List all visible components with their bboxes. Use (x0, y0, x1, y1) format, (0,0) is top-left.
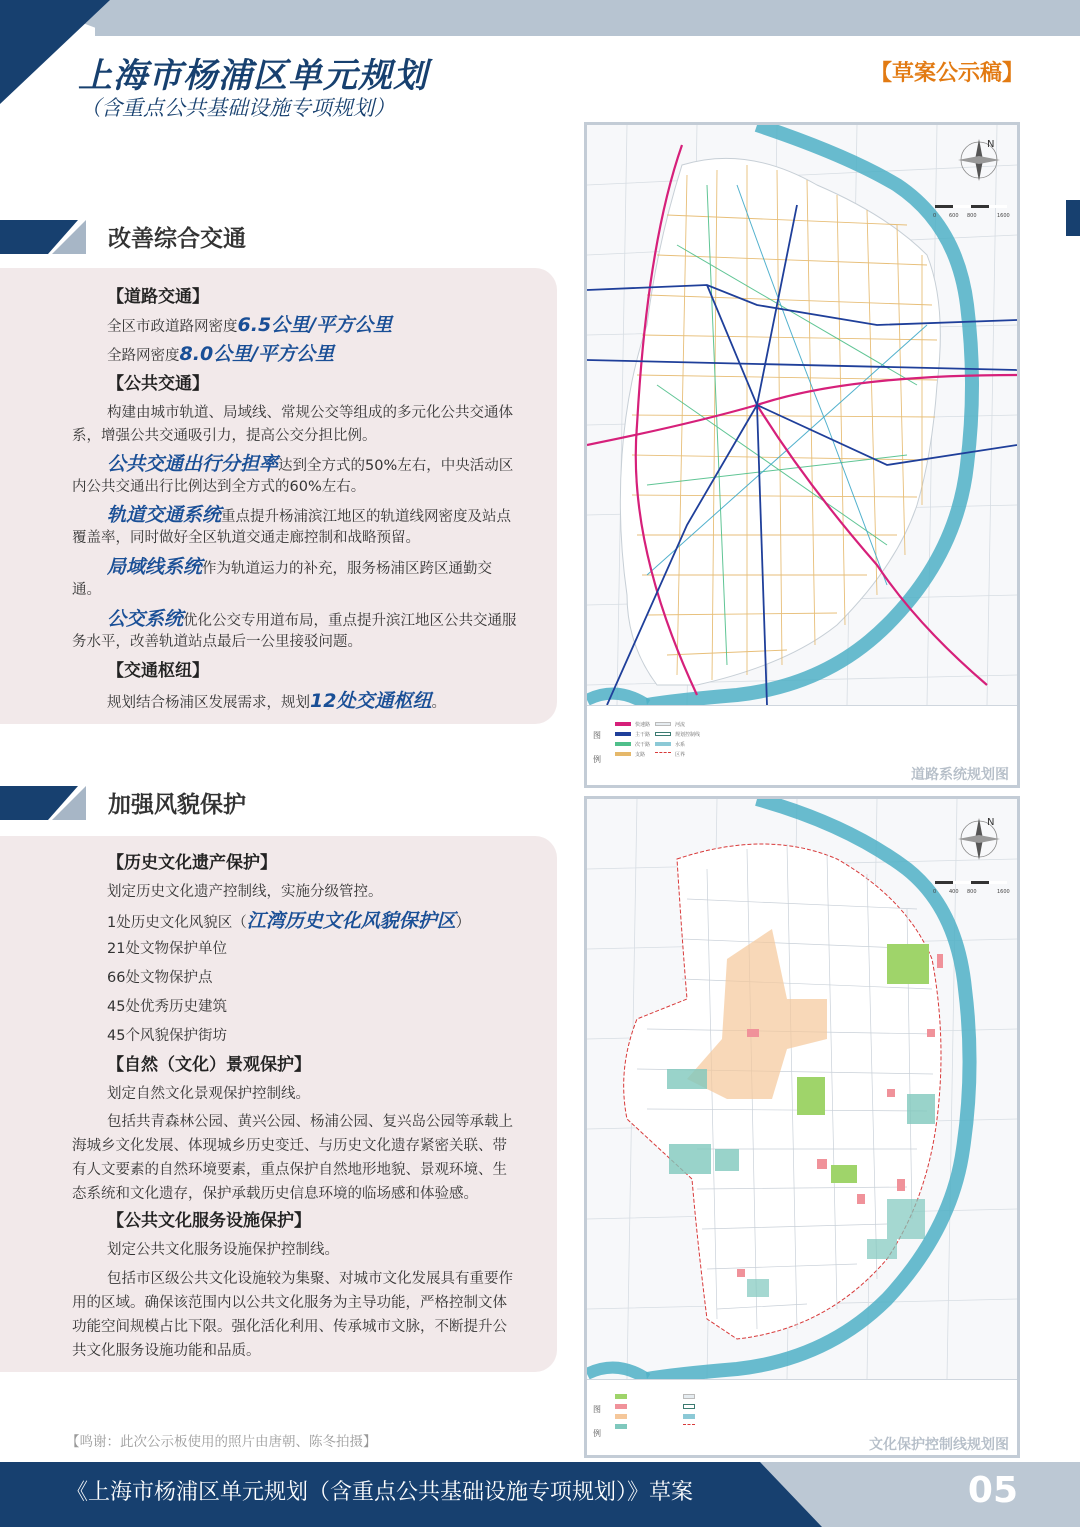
paragraph-line: 构建由城市轨道、局域线、常规公交等组成的多元化公共交通体 (107, 405, 513, 421)
paragraph-line: 21处文物保护单位 (107, 941, 227, 957)
transport-panel (0, 268, 557, 724)
north-label: N (987, 817, 995, 828)
paragraph-line: 划定公共文化服务设施保护控制线。 (107, 1242, 339, 1258)
landscape-subheading: 【自然（文化）景观保护】 (107, 1055, 311, 1075)
paragraph-line: 务水平，改善轨道站点最后一公里接驳问题。 (72, 634, 362, 650)
section-heading-heritage (0, 782, 560, 834)
paragraph-line: 45处优秀历史建筑 (107, 999, 227, 1015)
svg-text:1600: 1600 (997, 213, 1010, 219)
heritage-panel (0, 836, 557, 1372)
section-title: 改善综合交通 (108, 226, 246, 252)
svg-text:800: 800 (967, 213, 977, 219)
public-culture-subheading: 【公共文化服务设施保护】 (107, 1211, 311, 1231)
paragraph-line: 通。 (72, 582, 101, 598)
network-density-line: 全路网密度8.0公里/平方公里 (107, 343, 335, 365)
paragraph-line: 轨道交通系统重点提升杨浦滨江地区的轨道线网密度及站点 (107, 504, 512, 526)
svg-text:800: 800 (967, 889, 977, 895)
network-density-value: 8.0公里/平方公里 (179, 343, 335, 365)
section-marker (0, 220, 48, 254)
paragraph-line: 公共交通出行分担率达到全方式的50%左右，中央活动区 (107, 453, 514, 475)
road-subheading: 【道路交通】 (107, 287, 209, 307)
road-map-title: 道路系统规划图 (911, 767, 1009, 783)
paragraph-line: 划定自然文化景观保护控制线。 (107, 1086, 310, 1102)
road-map-legend: 图 例 快速路 主干路 次干路 支路 河流 规划控制线 水系 区界 道路系统规划图 (587, 705, 1017, 785)
north-label: N (987, 139, 995, 150)
svg-text:1600: 1600 (997, 889, 1010, 895)
paragraph-line: 内公共交通出行比例达到全方式的60%左右。 (72, 479, 366, 495)
road-density-line: 全区市政道路网密度6.5公里/平方公里 (107, 314, 393, 336)
culture-map-title: 文化保护控制线规划图 (869, 1437, 1009, 1453)
svg-text:600: 600 (949, 213, 959, 219)
page-number: 05 (967, 1470, 1018, 1511)
page-title: 上海市杨浦区单元规划 (78, 56, 428, 96)
svg-text:0: 0 (933, 889, 937, 895)
paragraph-line: 局域线系统作为轨道运力的补充，服务杨浦区跨区通勤交 (107, 556, 493, 578)
paragraph-line: 66处文物保护点 (107, 970, 213, 986)
paragraph-line: 覆盖率，同时做好全区轨道交通走廊控制和战略预留。 (72, 530, 420, 546)
paragraph-line: 功能空间规模占比下限。强化活化利用、传承城市文脉，不断提升公 (72, 1319, 507, 1335)
paragraph-line: 包括共青森林公园、黄兴公园、杨浦公园、复兴岛公园等承载上 (107, 1114, 513, 1130)
hub-count: 12处交通枢纽 (310, 690, 432, 712)
svg-text:0: 0 (933, 213, 937, 219)
jiangwan-area: 江湾历史文化风貌保护区 (246, 910, 456, 932)
photo-credit: 【鸣谢：此次公示板使用的照片由唐朝、陈冬拍摄】 (66, 1434, 377, 1450)
culture-protection-map (584, 796, 1020, 1458)
footer-document-title: 《上海市杨浦区单元规划（含重点公共基础设施专项规划）》草案 (66, 1480, 694, 1505)
footer-triangle (760, 1462, 822, 1527)
scale-bar (935, 205, 1007, 208)
side-accent-bar (1066, 200, 1080, 236)
scale-bar (935, 881, 1007, 884)
svg-text:400: 400 (949, 889, 959, 895)
header-band (95, 0, 1080, 36)
paragraph-line: 有人文要素的自然环境要素，重点保护自然地形地貌、景观环境、生 (72, 1162, 507, 1178)
road-density-value: 6.5公里/平方公里 (237, 314, 393, 336)
paragraph-line: 包括市区级公共文化设施较为集聚、对城市文化发展具有重要作 (107, 1271, 513, 1287)
section-marker (0, 786, 48, 820)
culture-map-legend: 图 例 文化保护控制线规划图 (587, 1379, 1017, 1455)
hub-subheading: 【交通枢纽】 (107, 661, 209, 681)
public-transport-subheading: 【公共交通】 (107, 374, 209, 394)
paragraph-line: 用的区域。确保该范围内以公共文化服务为主导功能，严格控制文体 (72, 1295, 507, 1311)
road-map-image (587, 125, 1017, 705)
paragraph-line: 海城乡文化发展、体现城乡历史变迁、与历史文化遗存紧密关联、带 (72, 1138, 507, 1154)
paragraph-line: 公交系统优化公交专用道布局，重点提升滨江地区公共交通服 (107, 608, 517, 630)
page-subtitle: （含重点公共基础设施专项规划） (80, 96, 395, 120)
draft-badge: 【草案公示稿】 (869, 61, 1024, 86)
paragraph-line: 45个风貌保护街坊 (107, 1028, 227, 1044)
hub-line: 规划结合杨浦区发展需求，规划12处交通枢纽。 (107, 690, 446, 712)
road-system-map (584, 122, 1020, 788)
paragraph-line: 态系统和文化遗存，保护承载历史信息环境的临场感和体验感。 (72, 1186, 478, 1202)
section-heading-transport (0, 216, 560, 268)
culture-map-image (587, 799, 1017, 1379)
paragraph-line: 共文化服务设施功能和品质。 (72, 1343, 261, 1359)
heritage-subheading: 【历史文化遗产保护】 (107, 853, 277, 873)
paragraph-line: 1处历史文化风貌区（江湾历史文化风貌保护区） (107, 910, 471, 932)
paragraph-line: 系，增强公共交通吸引力，提高公交分担比例。 (72, 428, 377, 444)
paragraph-line: 划定历史文化遗产控制线，实施分级管控。 (107, 884, 383, 900)
section-title: 加强风貌保护 (108, 792, 246, 818)
